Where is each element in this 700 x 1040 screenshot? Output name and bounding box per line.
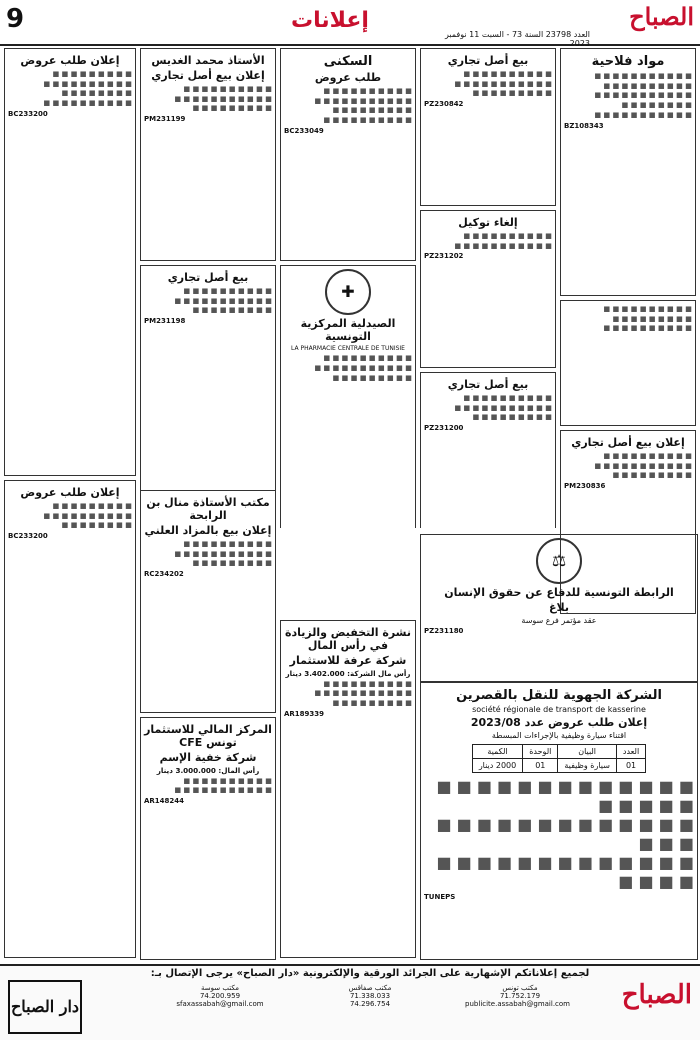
newspaper-logo: الصباح xyxy=(629,2,694,31)
ad-title: بيع أصل تجاري xyxy=(447,378,529,391)
ad-subtitle: شركة خفية الإسم xyxy=(159,751,257,764)
ad-transport: الشركة الجهوية للنقل بالقصرين société régionale de transport de kasserine إعلان طلب عروض عدد 2023/08 اقتناء سيارة وظيفية بالإجراءات المبسطة العدد البيان الوحدة الكمية 01 سيارة وظيفية 01 2000 دينار ■ ■ ■ ■ ■ ■ ■ ■ ■ ■ ■ ■ ■ ■ ■ ■ ■ ■ ■ ■ ■ ■ ■ ■ ■ ■ ■ ■ ■ ■ ■ ■ ■ ■ ■ ■ ■ ■ ■ ■ ■ ■ ■ ■ ■ ■ ■ ■ ■ ■ ■ TUNEPS xyxy=(420,682,698,960)
ad-subtitle: إعلان بيع بالمزاد العلني xyxy=(144,524,272,537)
footer-title: لجميع إعلاناتكم الإشهارية على الجرائد الورقية والإلكترونية «دار الصباح» يرجى الإتصال بـ: xyxy=(150,968,590,979)
ad-notice-2: ■ ■ ■ ■ ■ ■ ■ ■ ■ ■ ■ ■ ■ ■ ■ ■ ■ ■ ■ ■ ■ ■ ■ ■ ■ ■ ■ ■ ■ xyxy=(560,300,696,426)
page-number: 9 xyxy=(6,4,25,34)
ad-title: المركز المالي للاستثمار تونس CFE xyxy=(144,723,272,749)
ad-title: مواد فلاحية xyxy=(591,54,665,69)
ad-sale-3: بيع أصل تجاري ■ ■ ■ ■ ■ ■ ■ ■ ■ ■ ■ ■ ■ ■ ■ ■ ■ ■ ■ ■ ■ ■ ■ ■ ■ ■ ■ ■ ■ ■ PM231198 xyxy=(140,265,276,528)
ad-housing: السكنى طلب عروض ■ ■ ■ ■ ■ ■ ■ ■ ■ ■ ■ ■ ■ ■ ■ ■ ■ ■ ■ ■ ■ ■ ■ ■ ■ ■ ■ ■ ■ ■ ■ ■ ■ ■ ■ ■ ■ ■ ■ ■ BC233049 xyxy=(280,48,416,261)
ad-ref: PZ231180 xyxy=(424,627,464,635)
ad-sale-1: بيع أصل تجاري ■ ■ ■ ■ ■ ■ ■ ■ ■ ■ ■ ■ ■ ■ ■ ■ ■ ■ ■ ■ ■ ■ ■ ■ ■ ■ ■ ■ ■ ■ PZ230842 xyxy=(420,48,556,206)
column-third xyxy=(280,48,416,528)
ad-ref: BZ108343 xyxy=(564,121,604,130)
ad-ref: RC234202 xyxy=(144,570,184,579)
column-second xyxy=(420,48,556,528)
page-header xyxy=(0,0,700,46)
ad-subtitle: إعلان بيع أصل تجاري xyxy=(151,69,265,82)
ad-capital-value: رأس مال الشركة: 3.402.000 دينار xyxy=(285,669,411,678)
page-footer xyxy=(0,964,700,1040)
ad-title: بيع أصل تجاري xyxy=(447,54,529,67)
ad-offer-line: اقتناء سيارة وظيفية بالإجراءات المبسطة xyxy=(491,731,627,740)
footer-office-2: مكتب صفاقس 71.338.033 74.296.754 xyxy=(348,984,392,1008)
ad-title: الأستاذ محمد الغديس xyxy=(151,54,265,67)
section-title: إعلانات xyxy=(291,8,369,33)
ad-title: الرابطة التونسية للدفاع عن حقوق الإنسان xyxy=(444,586,674,599)
ad-ref: PZ231202 xyxy=(424,252,464,261)
ad-office: مكتب الأستاذة منال بن الرابحة إعلان بيع بالمزاد العلني ■ ■ ■ ■ ■ ■ ■ ■ ■ ■ ■ ■ ■ ■ ■ ■ ■ ■ ■ ■ ■ ■ ■ ■ ■ ■ ■ ■ ■ ■ RC234202 xyxy=(140,490,276,713)
column-capital xyxy=(280,620,416,960)
ad-title: مكتب الأستاذة منال بن الرابحة xyxy=(146,496,270,522)
column-left xyxy=(4,48,136,960)
ad-ref: AR189339 xyxy=(284,709,325,718)
ad-offer: إعلان طلب عروض عدد 2023/08 xyxy=(470,716,648,729)
ad-offer-left: إعلان طلب عروض ■ ■ ■ ■ ■ ■ ■ ■ ■ ■ ■ ■ ■ ■ ■ ■ ■ ■ ■ ■ ■ ■ ■ ■ ■ ■ ■ ■ ■ ■ ■ ■ ■ ■ ■ ■ ■ BC233200 xyxy=(4,48,136,476)
ad-title: نشرة التخفيض والزيادة في رأس المال xyxy=(284,626,412,652)
ad-title: إعلان طلب عروض xyxy=(20,54,120,67)
table-row: 01 سيارة وظيفية 01 2000 دينار xyxy=(472,759,645,773)
ad-farm-materials xyxy=(560,48,696,296)
ad-title: إلغاء توكيل xyxy=(458,216,518,229)
ad-capital-value: رأس المال: 3.000.000 دينار xyxy=(156,766,260,775)
ad-ilgha: إلغاء توكيل ■ ■ ■ ■ ■ ■ ■ ■ ■ ■ ■ ■ ■ ■ ■ ■ ■ ■ ■ ■ ■ PZ231202 xyxy=(420,210,556,368)
ad-title: بيع أصل تجاري xyxy=(167,271,249,284)
column-office xyxy=(140,490,276,960)
footer-brand: الصباح xyxy=(621,980,692,1010)
issue-line: العدد 23798 السنة 73 - السبت 11 نوفمبر 2023 xyxy=(444,30,590,48)
footer-brand-2: دار الصباح xyxy=(8,980,82,1034)
ad-ref: PM231199 xyxy=(144,115,186,124)
column-fourth xyxy=(140,48,276,528)
table-row: العدد البيان الوحدة الكمية xyxy=(472,745,645,759)
ad-subtitle: بلاغ xyxy=(549,601,569,614)
league-logo-icon: ⚖ xyxy=(536,538,582,584)
ad-notary: الأستاذ محمد الغديس إعلان بيع أصل تجاري ■ ■ ■ ■ ■ ■ ■ ■ ■ ■ ■ ■ ■ ■ ■ ■ ■ ■ ■ ■ ■ ■ ■ ■ ■ ■ ■ ■ ■ ■ PM231199 xyxy=(140,48,276,261)
ad-ref: TUNEPS xyxy=(424,893,456,901)
ad-capital: نشرة التخفيض والزيادة في رأس المال شركة عرفة للاستثمار رأس مال الشركة: 3.402.000 دينار ■ ■ ■ ■ ■ ■ ■ ■ ■ ■ ■ ■ ■ ■ ■ ■ ■ ■ ■ ■ ■ ■ ■ ■ ■ ■ ■ ■ ■ ■ AR189339 xyxy=(280,620,416,958)
footer-office-1: مكتب تونس 71.752.179 publicite.assabah@gmail.com xyxy=(465,984,570,1008)
ad-ref: AR148244 xyxy=(144,797,185,806)
ad-title: السكنى xyxy=(323,54,373,69)
ad-ref: PM230836 xyxy=(564,482,606,491)
ad-subtitle: طلب عروض xyxy=(314,71,382,84)
ad-subtitle: شركة عرفة للاستثمار xyxy=(289,654,407,667)
ad-subtitle: LA PHARMACIE CENTRALE DE TUNISIE xyxy=(291,345,405,352)
ad-sale-right: إعلان بيع أصل تجاري ■ ■ ■ ■ ■ ■ ■ ■ ■ ■ ■ ■ ■ ■ ■ ■ ■ ■ ■ ■ ■ ■ ■ ■ ■ ■ ■ ■ ■ ■ PM230836 xyxy=(560,430,696,614)
ad-title: إعلان بيع أصل تجاري xyxy=(571,436,685,449)
ad-title: الشركة الجهوية للنقل بالقصرين xyxy=(456,688,662,703)
ad-line: عقد مؤتمر فرع سوسة xyxy=(521,616,597,625)
ad-body: ■ ■ ■ ■ ■ ■ ■ ■ ■ ■ ■ ■ ■ ■ ■ ■ ■ ■ ■ ■ ■ ■ ■ ■ ■ ■ ■ ■ ■ ■ ■ ■ ■ ■ ■ ■ ■ ■ ■ ■ ■ ■ ■ ■ ■ ■ ■ ■ ■ ■ ■ xyxy=(594,71,692,119)
ad-pharmacy: ✚ الصيدلية المركزية التونسية LA PHARMACIE CENTRALE DE TUNISIE ■ ■ ■ ■ ■ ■ ■ ■ ■ ■ ■ ■ ■ ■ ■ ■ ■ ■ ■ ■ ■ ■ ■ ■ ■ ■ ■ ■ ■ ■ xyxy=(280,265,416,528)
ad-sale-2: بيع أصل تجاري ■ ■ ■ ■ ■ ■ ■ ■ ■ ■ ■ ■ ■ ■ ■ ■ ■ ■ ■ ■ ■ ■ ■ ■ ■ ■ ■ ■ ■ ■ PZ231200 xyxy=(420,372,556,528)
ad-ref: PZ231200 xyxy=(424,424,464,433)
ad-ref: PM231198 xyxy=(144,317,186,326)
ad-cfe: المركز المالي للاستثمار تونس CFE شركة خفية الإسم رأس المال: 3.000.000 دينار ■ ■ ■ ■ ■ ■ ■ ■ ■ ■ ■ ■ ■ ■ ■ ■ ■ ■ ■ ■ ■ AR148244 xyxy=(140,717,276,960)
ad-offer-left-2: إعلان طلب عروض ■ ■ ■ ■ ■ ■ ■ ■ ■ ■ ■ ■ ■ ■ ■ ■ ■ ■ ■ ■ ■ ■ ■ ■ ■ ■ ■ BC233200 xyxy=(4,480,136,958)
ad-ref: BC233049 xyxy=(284,126,324,135)
ad-title: إعلان طلب عروض xyxy=(20,486,120,499)
pharmacy-logo-icon: ✚ xyxy=(325,269,371,315)
ad-ref: PZ230842 xyxy=(424,100,464,109)
ad-ref: BC233200 xyxy=(8,532,48,541)
ad-ref: BC233200 xyxy=(8,109,48,118)
bid-table xyxy=(472,744,646,773)
ad-title: الصيدلية المركزية التونسية xyxy=(300,317,396,343)
footer-office-3: مكتب سوسة 74.200.959 sfaxassabah@gmail.com xyxy=(176,984,264,1008)
ad-subtitle: société régionale de transport de kasserine xyxy=(472,705,646,714)
ad-league xyxy=(420,534,698,682)
